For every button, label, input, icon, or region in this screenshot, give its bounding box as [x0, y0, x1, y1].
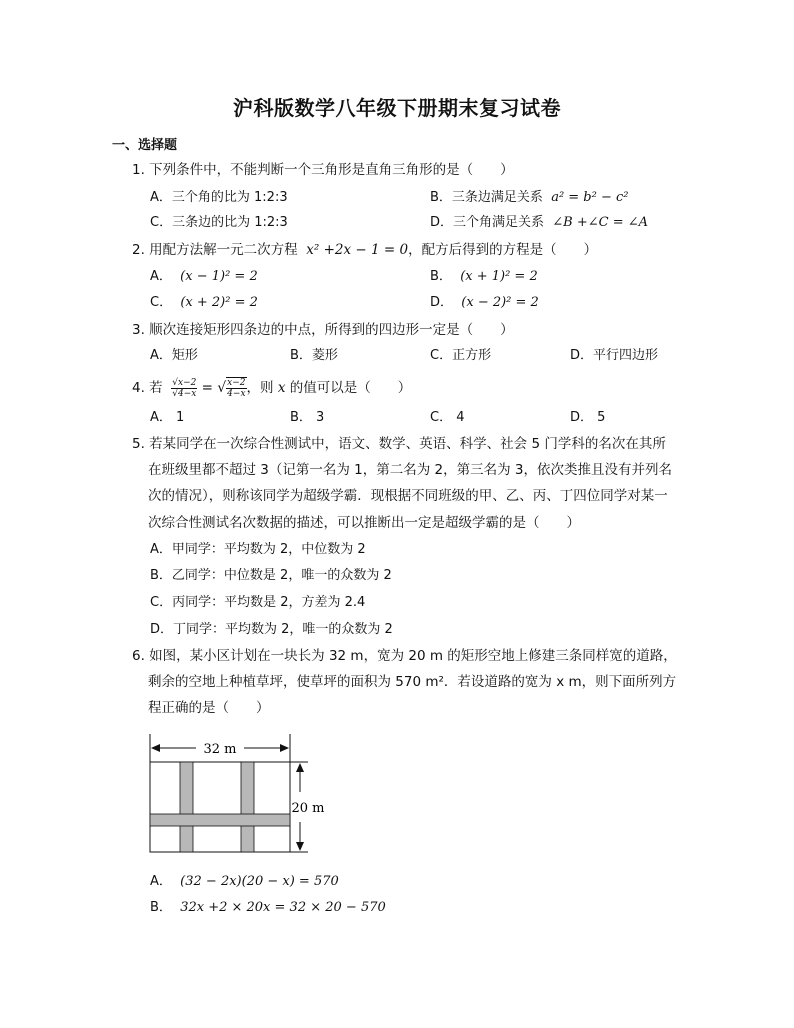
- q4-option-c: C． 4: [430, 410, 465, 425]
- arrow-right-icon: [280, 744, 289, 752]
- q2-option-a: A． (x − 1)² = 2: [150, 269, 258, 284]
- fraction-right: $\frac{x-2}{4-x}$: [227, 378, 246, 399]
- question-1-stem: 1. 下列条件中，不能判断一个三角形是直角三角形的是（ ）: [132, 162, 514, 178]
- q5-option-d: D．丁同学：平均数为 2，唯一的众数为 2: [150, 622, 393, 637]
- q2-option-c: C． (x + 2)² = 2: [150, 295, 258, 310]
- question-6-line-1: 6. 如图，某小区计划在一块长为 32 m，宽为 20 m 的矩形空地上修建三条同样宽的道路，: [132, 648, 677, 664]
- page-title: 沪科版数学八年级下册期末复习试卷: [233, 96, 561, 120]
- q4-option-d: D． 5: [570, 410, 606, 425]
- q2-option-b: B． (x + 1)² = 2: [430, 269, 538, 284]
- road-vertical-2: [241, 762, 254, 852]
- q1-option-a: A．三个角的比为 1:2:3: [150, 190, 288, 205]
- q1-option-b: B．三条边满足关系 a² = b² − c²: [430, 190, 629, 205]
- road-vertical-1: [180, 762, 193, 852]
- road-diagram: [140, 728, 340, 858]
- q2-option-d: D． (x − 2)² = 2: [430, 295, 539, 310]
- question-5-line-3: 次的情况），则称该同学为超级学霸．现根据不同班级的甲、乙、丙、丁四位同学对某一: [148, 488, 668, 504]
- q4-option-a: A． 1: [150, 410, 185, 425]
- question-2-stem: 2. 用配方法解一元二次方程 x² +2x − 1 = 0，配方后得到的方程是（ ）: [132, 242, 598, 258]
- question-3-stem: 3. 顺次连接矩形四条边的中点，所得到的四边形一定是（ ）: [132, 322, 514, 338]
- arrow-left-icon: [151, 744, 160, 752]
- arrow-down-icon: [296, 842, 304, 851]
- fraction-left: $\frac{√x-2}{√4-x}$: [172, 377, 197, 399]
- q5-option-c: C．丙同学：平均数是 2，方差为 2.4: [150, 595, 366, 610]
- q5-option-a: A．甲同学：平均数为 2，中位数为 2: [150, 542, 366, 557]
- question-5-line-4: 次综合性测试名次数据的描述，可以推断出一定是超级学霸的是（ ）: [148, 515, 580, 531]
- q3-option-d: D．平行四边形: [570, 348, 659, 363]
- q6-option-b: B． 32x +2 × 20x = 32 × 20 − 570: [150, 900, 386, 915]
- question-5-line-2: 在班级里都不超过 3（记第一名为 1，第二名为 2，第三名为 3，依次类推且没有并列名: [148, 462, 673, 478]
- q3-option-a: A．矩形: [150, 348, 198, 363]
- q6-option-a: A． (32 − 2x)(20 − x) = 570: [150, 874, 339, 889]
- q1-option-d: D．三个角满足关系 ∠B +∠C = ∠A: [430, 215, 649, 230]
- q3-option-c: C．正方形: [430, 348, 492, 363]
- q3-option-b: B．菱形: [290, 348, 338, 363]
- question-4-stem: 4. 若 $\frac{√x-2}{√4-x}$ = √ $\frac{x-2}{4-x}$ ，则 x 的值可以是（ ）: [132, 377, 412, 399]
- question-5-line-1: 5. 若某同学在一次综合性测试中，语文、数学、英语、科学、社会 5 门学科的名次在其所: [132, 436, 666, 452]
- question-6-line-3: 程正确的是（ ）: [148, 700, 270, 716]
- q5-option-b: B．乙同学：中位数是 2，唯一的众数为 2: [150, 568, 392, 583]
- arrow-up-icon: [296, 763, 304, 772]
- field-rectangle: [150, 762, 290, 852]
- height-label: 20 m: [291, 801, 325, 816]
- q1-option-c: C．三条边的比为 1:2:3: [150, 215, 288, 230]
- section-heading: 一、选择题: [112, 138, 178, 153]
- road-horizontal: [150, 814, 290, 826]
- question-6-line-2: 剩余的空地上种植草坪，使草坪的面积为 570 m²．若设道路的宽为 x m，则下面所列方: [148, 674, 677, 690]
- q4-option-b: B． 3: [290, 410, 325, 425]
- width-label: 32 m: [203, 742, 237, 757]
